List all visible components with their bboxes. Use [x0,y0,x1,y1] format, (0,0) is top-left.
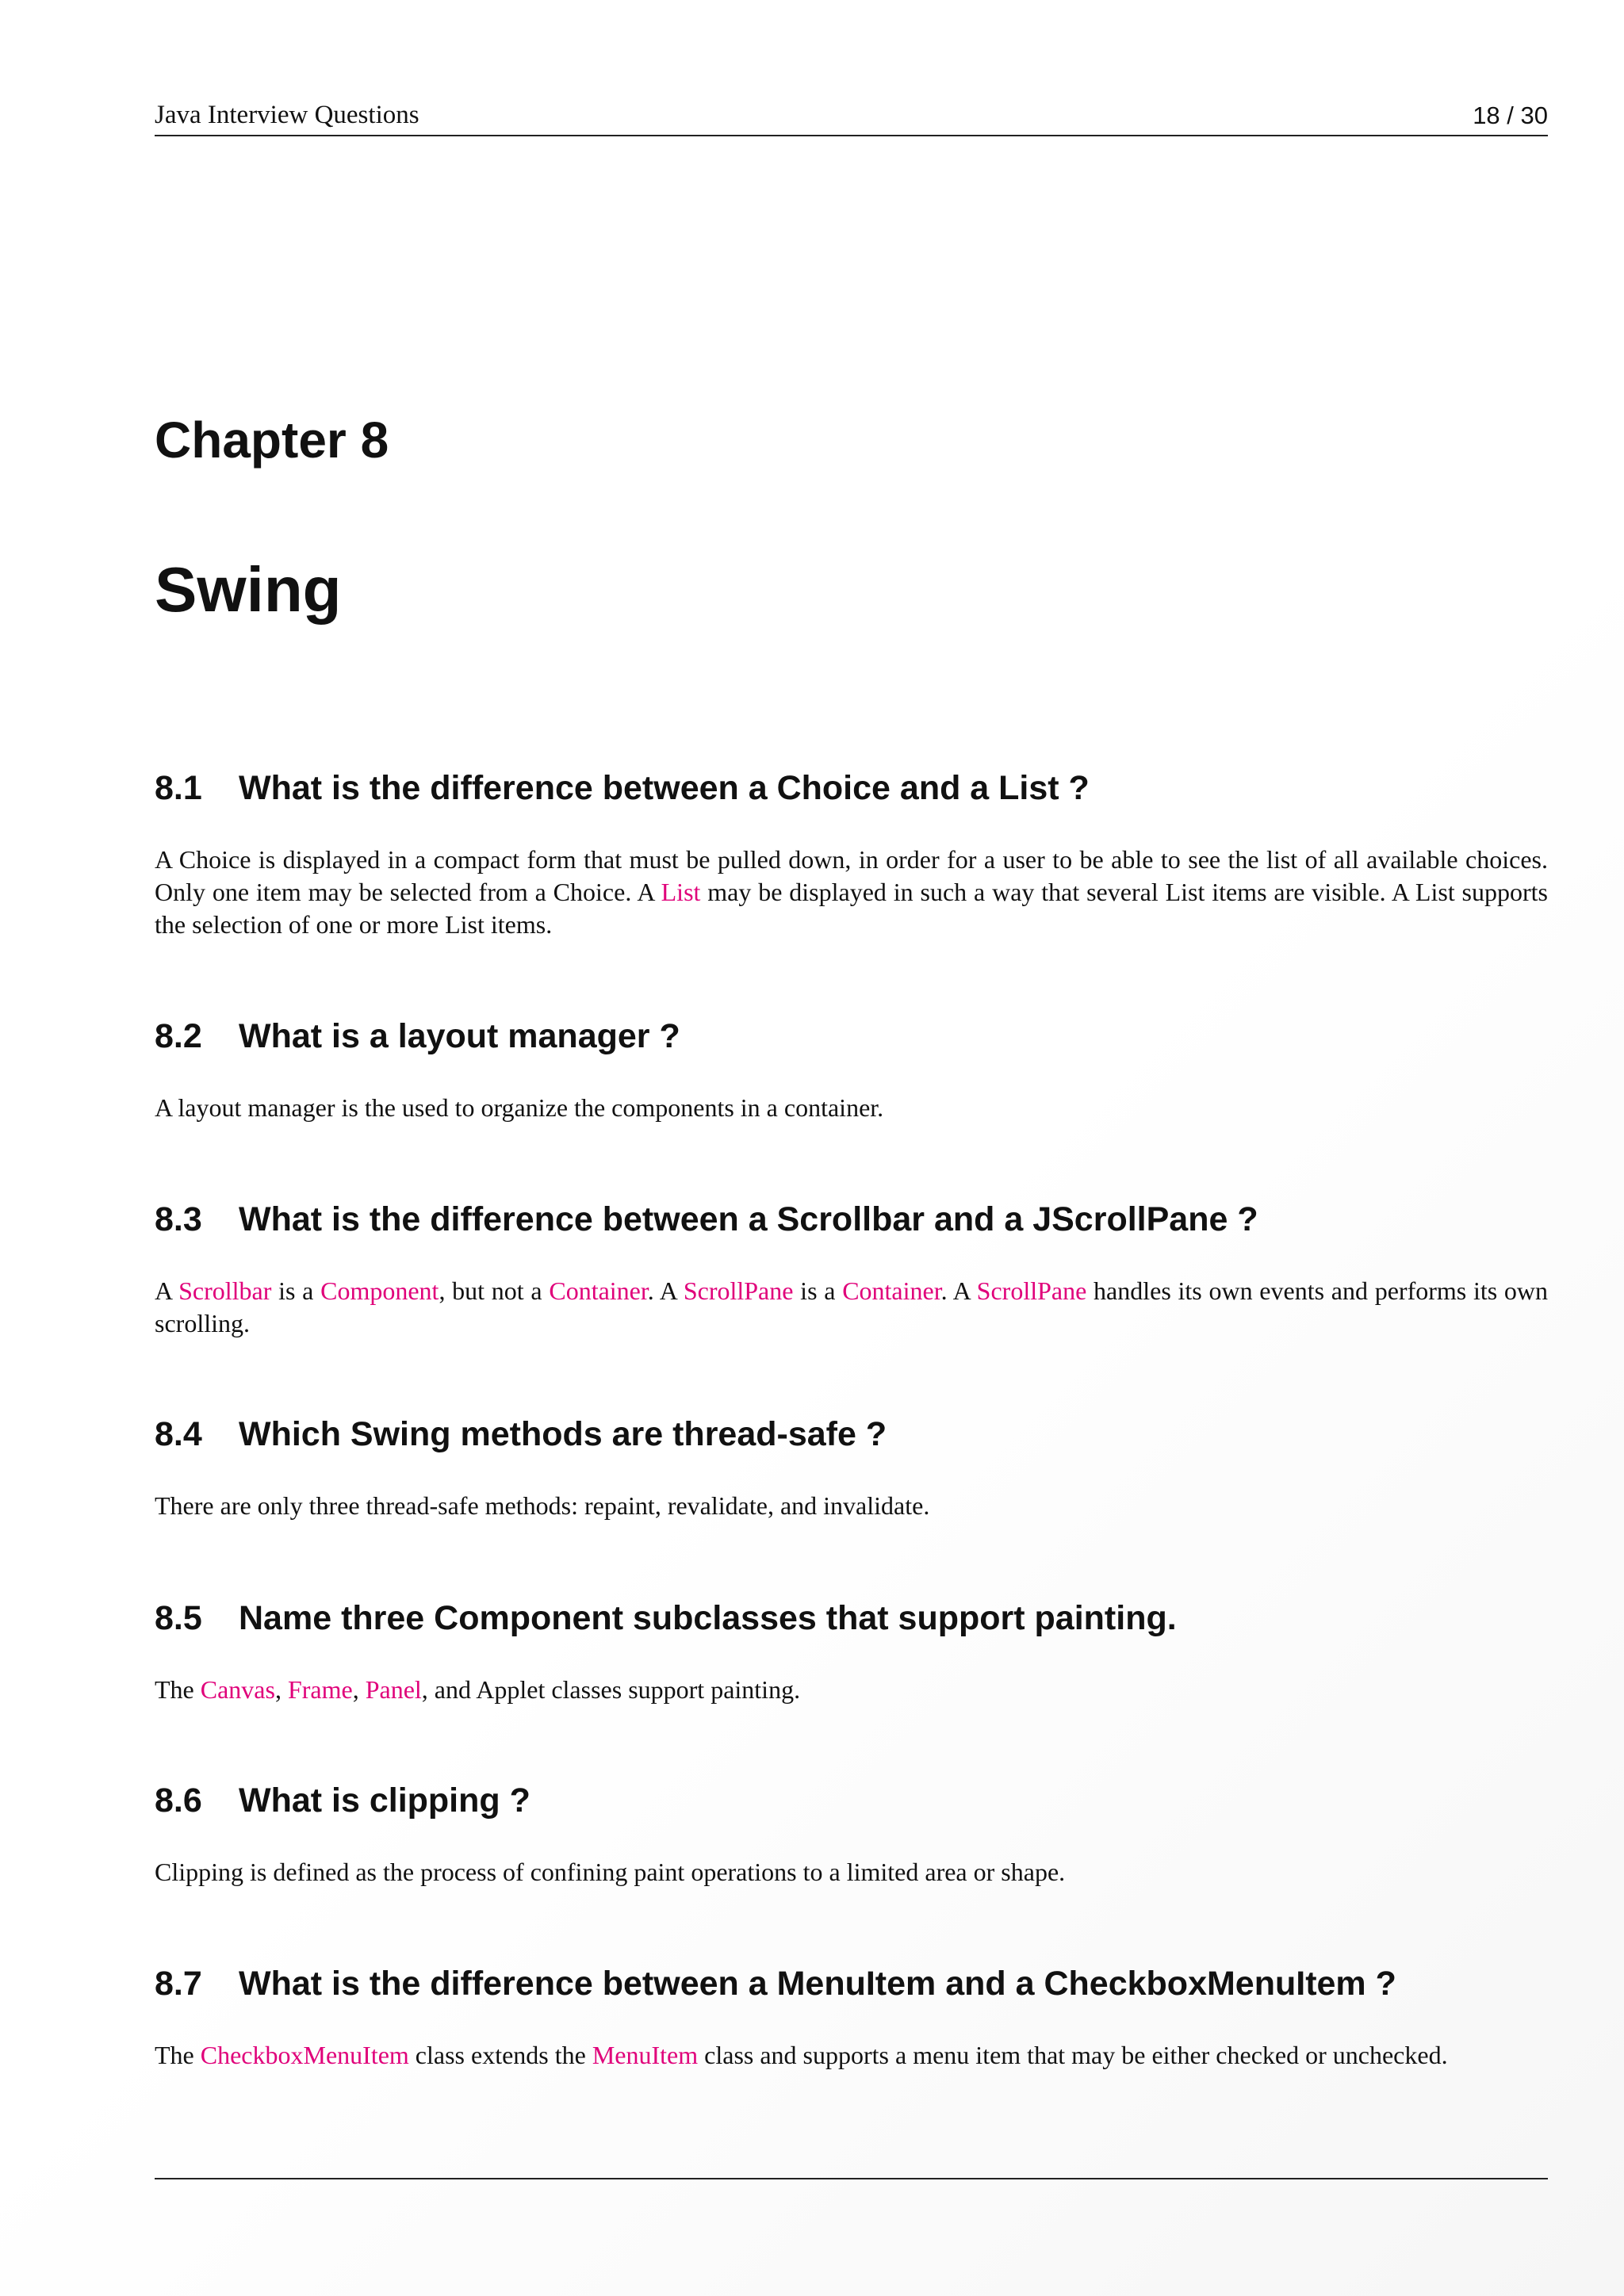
link-list[interactable]: List [661,878,701,906]
link-menuitem[interactable]: MenuItem [592,2041,699,2069]
section-body [155,1674,1548,1706]
section-heading-text: What is a layout manager ? [239,1017,680,1055]
body-text: , and Applet classes support painting. [421,1675,801,1704]
section-number: 8.5 [155,1599,202,1637]
section-body [155,844,1548,941]
body-text: There are only three thread-safe methods: repaint, revalidate, and invalidate. [155,1491,930,1520]
link-container[interactable]: Container [842,1276,941,1305]
body-text: , but not a [439,1276,550,1305]
section-number: 8.6 [155,1781,202,1820]
section-heading-text: What is the difference between a Scrollbar and a JScrollPane ? [239,1200,1258,1238]
section-heading-text: What is the difference between a Choice and a List ? [239,769,1090,807]
section-heading [155,1016,1548,1057]
link-scrollpane[interactable]: ScrollPane [976,1276,1087,1305]
section-heading-text: Which Swing methods are thread-safe ? [239,1415,887,1453]
section-heading [155,1199,1548,1240]
section-body [155,1092,1548,1124]
body-text: class and supports a menu item that may be either checked or unchecked. [698,2041,1448,2069]
section-body [155,1856,1548,1888]
section-heading [155,1780,1548,1821]
link-frame[interactable]: Frame [287,1675,353,1704]
link-scrollpane[interactable]: ScrollPane [683,1276,794,1305]
body-text: may be displayed in such a way that several List items are visible. A List supports the selection of one or more List items. [155,878,1549,939]
chapter-title: Swing [155,554,342,625]
link-panel[interactable]: Panel [365,1675,422,1704]
section-heading-text: What is the difference between a MenuItem and a CheckboxMenuItem ? [239,1965,1396,2003]
body-text: A layout manager is the used to organize the components in a container. [155,1093,884,1122]
section-number: 8.3 [155,1200,202,1238]
body-text: Clipping is defined as the process of confining paint operations to a limited area or shape. [155,1858,1066,1886]
section-8-6 [155,1780,1548,1888]
body-text: . A [940,1276,977,1305]
page-number: 18 / 30 [1473,101,1548,129]
link-component[interactable]: Component [320,1276,439,1305]
section-body [155,1490,1548,1522]
header-title: Java Interview Questions [155,101,419,129]
link-canvas[interactable]: Canvas [200,1675,275,1704]
body-text: class extends the [408,2041,592,2069]
section-8-2 [155,1016,1548,1124]
footer-rule [155,2178,1548,2179]
section-heading-text: Name three Component subclasses that support painting. [239,1599,1177,1637]
body-text: handles its own events and performs its own scrolling. [155,1276,1549,1337]
body-text: , [352,1675,366,1704]
chapter-label: Chapter 8 [155,411,389,469]
section-heading [155,767,1548,809]
section-8-5 [155,1598,1548,1706]
section-8-3 [155,1199,1548,1340]
body-text: . A [647,1276,684,1305]
body-text: A Choice is displayed in a compact form that must be pulled down, in order for a user to be able to see the list of all available choices. Only one item may be selected from a Choice. A [155,845,1548,906]
link-scrollbar[interactable]: Scrollbar [178,1276,272,1305]
section-body [155,1275,1548,1340]
link-checkboxmenuitem[interactable]: CheckboxMenuItem [200,2041,409,2069]
body-text: The [155,1675,201,1704]
section-number: 8.4 [155,1415,202,1453]
section-8-7 [155,1963,1548,2072]
section-number: 8.7 [155,1965,202,2003]
section-heading [155,1963,1548,2004]
section-heading [155,1598,1548,1639]
section-number: 8.2 [155,1017,202,1055]
body-text: is a [793,1276,843,1305]
link-container[interactable]: Container [549,1276,648,1305]
section-8-1 [155,767,1548,941]
body-text: is a [271,1276,321,1305]
body-text: The [155,2041,201,2069]
section-body [155,2039,1548,2072]
section-number: 8.1 [155,769,202,807]
section-heading [155,1414,1548,1455]
section-8-4 [155,1414,1548,1522]
section-heading-text: What is clipping ? [239,1781,530,1820]
page-header [155,97,1548,136]
body-text: , [274,1675,288,1704]
body-text: A [155,1276,179,1305]
